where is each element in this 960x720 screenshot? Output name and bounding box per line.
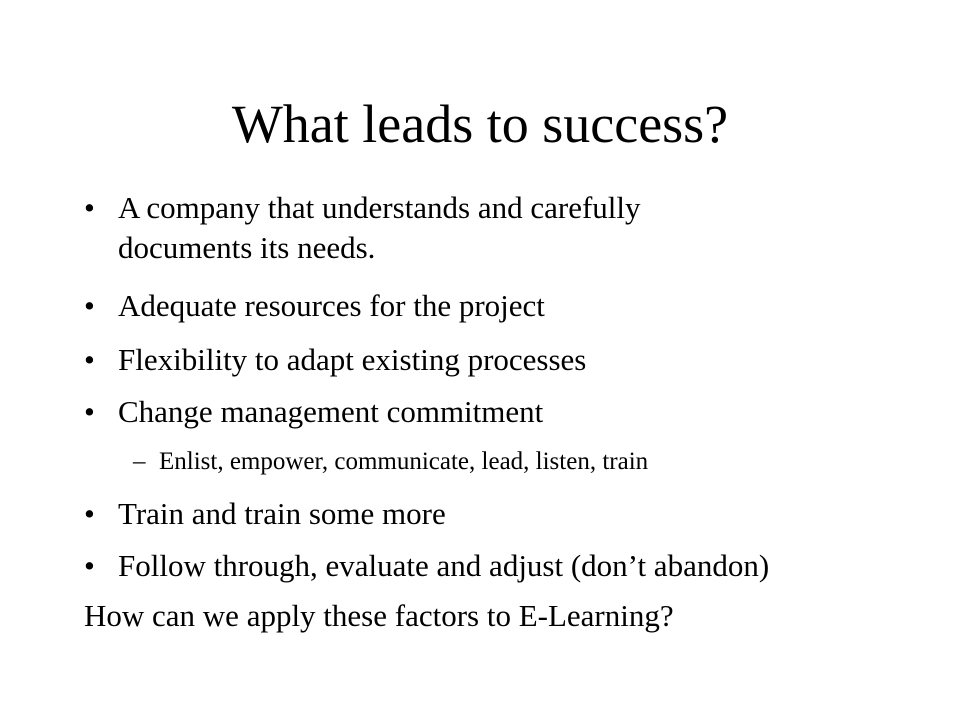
bullet-marker: • bbox=[84, 190, 95, 225]
bullet-text: Adequate resources for the project bbox=[118, 288, 545, 323]
bullet-text: Flexibility to adapt existing processes bbox=[118, 342, 587, 377]
bullet-text: Follow through, evaluate and adjust (don’t abandon) bbox=[118, 548, 770, 583]
bullet-marker: • bbox=[84, 342, 95, 377]
bullet-text: Change management commitment bbox=[118, 394, 544, 429]
closing-question: How can we apply these factors to E-Learning? bbox=[84, 598, 674, 633]
bullet-text-line-2: documents its needs. bbox=[118, 230, 376, 265]
bullet-marker: • bbox=[84, 394, 95, 429]
bullet-text-line-1: A company that understands and carefully bbox=[118, 190, 641, 225]
bullet-marker: • bbox=[84, 288, 95, 323]
bullet-marker: • bbox=[84, 548, 95, 583]
sub-bullet-marker: – bbox=[133, 448, 146, 475]
sub-bullet-text: Enlist, empower, communicate, lead, listen, train bbox=[159, 448, 649, 475]
bullet-text: Train and train some more bbox=[118, 496, 446, 531]
bullet-marker: • bbox=[84, 496, 95, 531]
slide-title: What leads to success? bbox=[231, 94, 729, 154]
